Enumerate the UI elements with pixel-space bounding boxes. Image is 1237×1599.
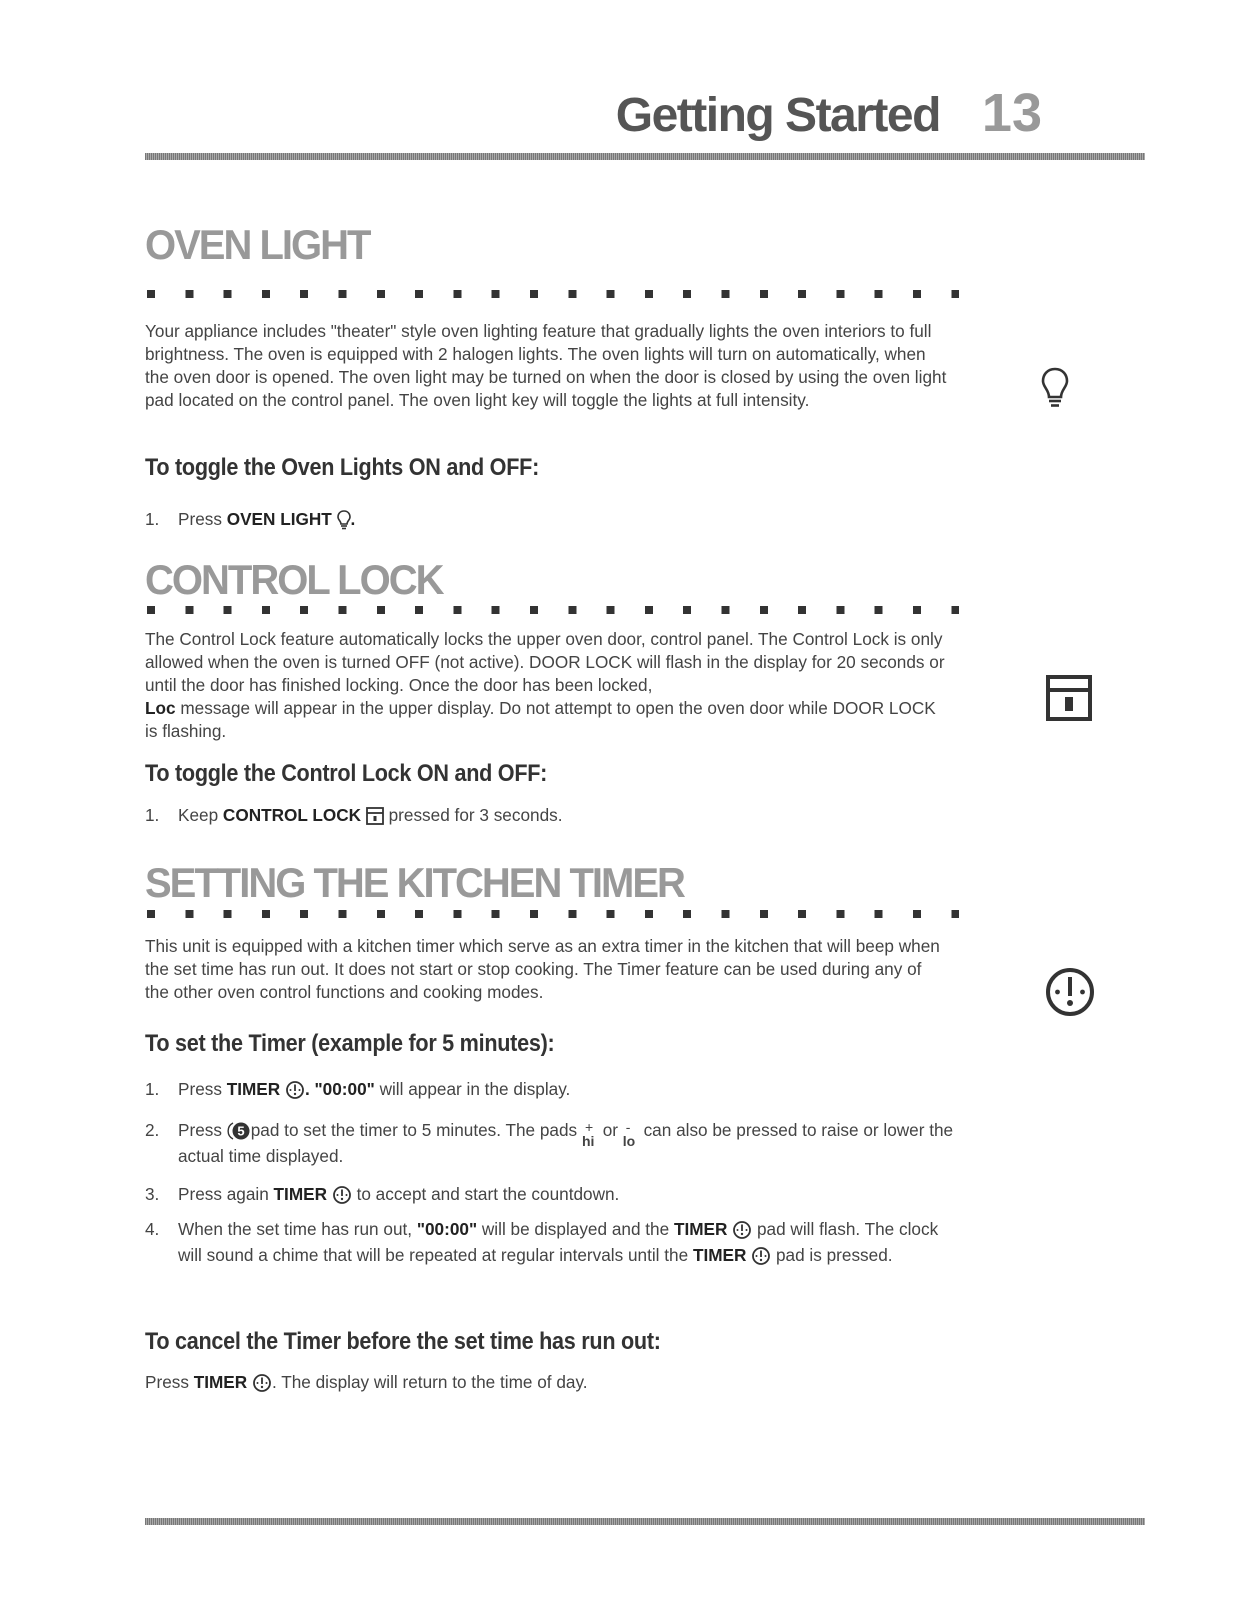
timer-step-4 bbox=[145, 1216, 955, 1268]
padlock-icon bbox=[1046, 675, 1092, 721]
step-text: . The display will return to the time of day. bbox=[271, 1372, 588, 1392]
control-lock-subheading: To toggle the Control Lock ON and OFF: bbox=[145, 760, 548, 787]
minus-sign: - bbox=[625, 1119, 631, 1136]
oven-light-paragraph: Your appliance includes "theater" style oven lighting feature that gradually lights the oven interiors to full brightness. The oven is equipped with 2 halogen lights. The oven lights will turn on automatically, when the oven door is opened. The oven light may be turned on when the door is closed by using the oven light pad located on the control panel. The oven light key will toggle the lights at full intensity. bbox=[145, 321, 947, 410]
step-text: Press bbox=[178, 509, 222, 529]
lo-pad bbox=[622, 1119, 639, 1150]
timer-icon bbox=[1044, 966, 1096, 1018]
step-text: Keep bbox=[178, 805, 219, 825]
cancel-timer-subheading: To cancel the Timer before the set time has run out: bbox=[145, 1328, 661, 1355]
step-text: pressed for 3 seconds. bbox=[388, 805, 563, 825]
step-text: Press bbox=[145, 1372, 189, 1392]
step-number: 4. bbox=[145, 1219, 160, 1239]
step-number: 1. bbox=[145, 509, 160, 529]
step-text: can also be pressed to raise or lower the actual time displayed. bbox=[178, 1120, 954, 1166]
control-lock-paragraph bbox=[145, 628, 950, 743]
oven-light-step-1 bbox=[145, 506, 955, 532]
timer-icon bbox=[252, 1373, 272, 1393]
step-text: will appear in the display. bbox=[379, 1079, 571, 1099]
oven-light-key-label: OVEN LIGHT bbox=[226, 509, 332, 529]
oven-light-subheading: To toggle the Oven Lights ON and OFF: bbox=[145, 454, 539, 481]
timer-key-label: TIMER bbox=[193, 1372, 248, 1392]
section-title-control-lock: CONTROL LOCK bbox=[145, 557, 443, 604]
lo-label: lo bbox=[622, 1133, 636, 1150]
step-text: pad to set the timer to 5 minutes. The pads bbox=[250, 1120, 578, 1140]
top-rule bbox=[145, 153, 1145, 160]
step-number: 2. bbox=[145, 1120, 160, 1140]
step-number: 3. bbox=[145, 1184, 160, 1204]
timer-icon bbox=[751, 1246, 771, 1266]
paragraph-text: The Control Lock feature automatically locks the upper oven door, control panel. The Control Lock is only allowed when the oven is turned OFF (not active). DOOR LOCK will flash in the display for 20 seconds or until the door has finished locking. Once the door has been locked, bbox=[145, 629, 945, 695]
control-lock-step-1 bbox=[145, 802, 955, 828]
cancel-timer-instruction bbox=[145, 1369, 588, 1395]
header-title: Getting Started bbox=[615, 89, 940, 142]
timer-key-label: TIMER bbox=[226, 1079, 281, 1099]
display-value: "00:00" bbox=[314, 1079, 375, 1099]
pad-digit: 5 bbox=[237, 1123, 245, 1139]
paragraph-text: message will appear in the upper display. Do not attempt to open the oven door while DOOR LOCK is flashing. bbox=[145, 698, 936, 741]
page-number: 13 bbox=[981, 83, 1042, 143]
plus-sign: + bbox=[584, 1119, 594, 1136]
step-end: . bbox=[350, 509, 356, 529]
timer-icon bbox=[285, 1080, 305, 1100]
control-lock-key-label: CONTROL LOCK bbox=[222, 805, 362, 825]
step-text: Press again bbox=[178, 1184, 269, 1204]
dotted-divider bbox=[147, 606, 959, 614]
timer-icon bbox=[732, 1220, 752, 1240]
timer-step-3 bbox=[145, 1181, 955, 1207]
light-bulb-icon bbox=[1041, 367, 1069, 409]
light-bulb-icon bbox=[337, 510, 351, 530]
section-title-oven-light: OVEN LIGHT bbox=[145, 222, 370, 269]
timer-icon bbox=[332, 1185, 352, 1205]
step-text: pad will flash. The clock will sound a chime that will be repeated at regular intervals until the bbox=[178, 1219, 939, 1265]
timer-key-label: TIMER bbox=[273, 1184, 328, 1204]
page-header bbox=[616, 82, 1042, 144]
step-text: Press bbox=[178, 1079, 222, 1099]
step-text: or bbox=[602, 1120, 619, 1140]
step-text: Press bbox=[178, 1120, 222, 1140]
timer-step-2 bbox=[145, 1117, 955, 1169]
dotted-divider bbox=[147, 290, 959, 298]
timer-key-label: TIMER bbox=[673, 1219, 728, 1239]
kitchen-timer-paragraph: This unit is equipped with a kitchen timer which serve as an extra timer in the kitchen that will beep when the set time has run out. It does not start or stop cooking. The Timer feature can be used during any of the other oven control functions and cooking modes. bbox=[145, 936, 940, 1002]
set-timer-subheading: To set the Timer (example for 5 minutes): bbox=[145, 1030, 555, 1057]
dotted-divider bbox=[147, 910, 959, 918]
loc-message: Loc bbox=[145, 698, 176, 718]
step-number: 1. bbox=[145, 1079, 160, 1099]
bottom-rule bbox=[145, 1518, 1145, 1525]
hi-pad bbox=[581, 1119, 598, 1150]
timer-key-label: TIMER bbox=[692, 1245, 747, 1265]
section-title-kitchen-timer: SETTING THE KITCHEN TIMER bbox=[145, 860, 684, 907]
hi-label: hi bbox=[581, 1133, 595, 1150]
timer-step-1: 1. Press TIMER . "00:00" will appear in the display. bbox=[145, 1076, 955, 1102]
step-number: 1. bbox=[145, 805, 160, 825]
step-text: pad is pressed. bbox=[775, 1245, 893, 1265]
number-5-pad-icon bbox=[227, 1120, 251, 1142]
step-text: will be displayed and the bbox=[481, 1219, 670, 1239]
padlock-icon bbox=[366, 807, 384, 825]
step-text: to accept and start the countdown. bbox=[356, 1184, 620, 1204]
display-value: "00:00" bbox=[416, 1219, 478, 1239]
step-text: When the set time has run out, bbox=[178, 1219, 413, 1239]
